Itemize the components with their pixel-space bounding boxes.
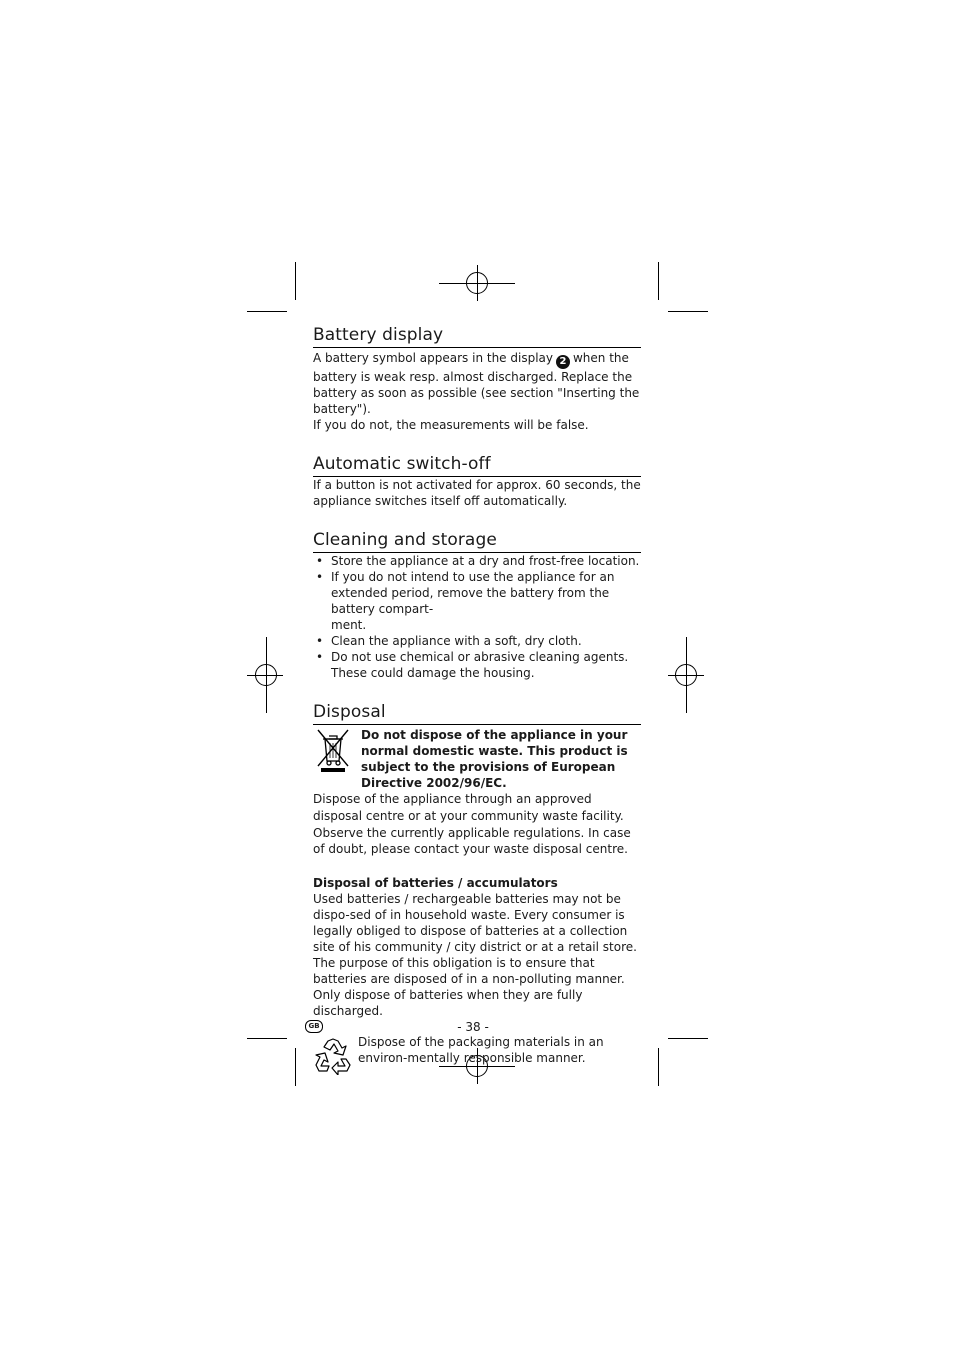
list-item: • If you do not intend to use the appliance for an extended period, remove the battery from the battery compart- ment. bbox=[313, 569, 641, 633]
crop-mark bbox=[247, 1038, 287, 1039]
disposal-warning-row bbox=[313, 727, 641, 791]
battery-display-heading: Battery display bbox=[313, 324, 641, 348]
packaging-text: Dispose of the packaging materials in an environ-mentally responsible manner. bbox=[358, 1035, 604, 1065]
crop-mark bbox=[658, 1048, 659, 1086]
crop-mark bbox=[295, 1048, 296, 1086]
disposal-warning-text: Do not dispose of the appliance in your normal domestic waste. This product is subject to the provisions of European Directive 2002/96/EC. bbox=[361, 728, 628, 790]
disposal-heading: Disposal bbox=[313, 701, 641, 725]
battery-text-after: when the battery is weak resp. almost discharged. Replace the battery as soon as possible (see section "Inserting the battery"). bbox=[313, 351, 640, 416]
registration-mark bbox=[466, 272, 488, 294]
display-number-badge: 2 bbox=[556, 355, 570, 369]
crop-mark bbox=[668, 1038, 708, 1039]
country-badge: GB bbox=[305, 1020, 323, 1033]
recycle-icon bbox=[313, 1035, 353, 1075]
packaging-row bbox=[313, 1035, 641, 1075]
registration-mark bbox=[255, 664, 277, 686]
crop-mark bbox=[295, 262, 296, 300]
battery-display-section bbox=[313, 324, 641, 433]
page-footer bbox=[305, 1019, 641, 1037]
registration-mark bbox=[675, 664, 697, 686]
cleaning-heading: Cleaning and storage bbox=[313, 529, 641, 553]
cleaning-section bbox=[313, 529, 641, 681]
battery-display-text bbox=[313, 350, 641, 417]
crop-mark bbox=[668, 311, 708, 312]
list-item: • Clean the appliance with a soft, dry cloth. bbox=[313, 633, 641, 649]
battery-text-before: A battery symbol appears in the display bbox=[313, 351, 553, 365]
battery-display-text-2: If you do not, the measurements will be false. bbox=[313, 418, 589, 432]
disposal-text-2: Observe the currently applicable regulations. In case of doubt, please contact your waste disposal centre. bbox=[313, 826, 631, 856]
auto-off-section bbox=[313, 453, 641, 509]
page-number: - 38 - bbox=[457, 1020, 489, 1034]
batteries-disposal-text-2: The purpose of this obligation is to ensure that batteries are disposed of in a non-polluting manner. Only dispose of batteries when they are fully discharged. bbox=[313, 956, 625, 1018]
page-content bbox=[313, 324, 641, 1075]
auto-off-text: If a button is not activated for approx. 60 seconds, the appliance switches itself off automatically. bbox=[313, 478, 641, 508]
cleaning-list bbox=[313, 553, 641, 681]
crop-mark bbox=[658, 262, 659, 300]
crossed-out-bin-icon bbox=[313, 727, 353, 773]
list-item: • Do not use chemical or abrasive cleaning agents. These could damage the housing. bbox=[313, 649, 641, 681]
disposal-text-1: Dispose of the appliance through an approved disposal centre or at your community waste facility. bbox=[313, 792, 624, 823]
crop-mark bbox=[247, 311, 287, 312]
batteries-disposal-text-1: Used batteries / rechargeable batteries may not be dispo-sed of in household waste. Every consumer is legally obliged to dispose of batteries at a collection site of his community / city district or at a retail store. bbox=[313, 892, 637, 954]
auto-off-heading: Automatic switch-off bbox=[313, 453, 641, 477]
list-item: • Store the appliance at a dry and frost-free location. bbox=[313, 553, 641, 569]
batteries-disposal-heading: Disposal of batteries / accumulators bbox=[313, 876, 558, 890]
